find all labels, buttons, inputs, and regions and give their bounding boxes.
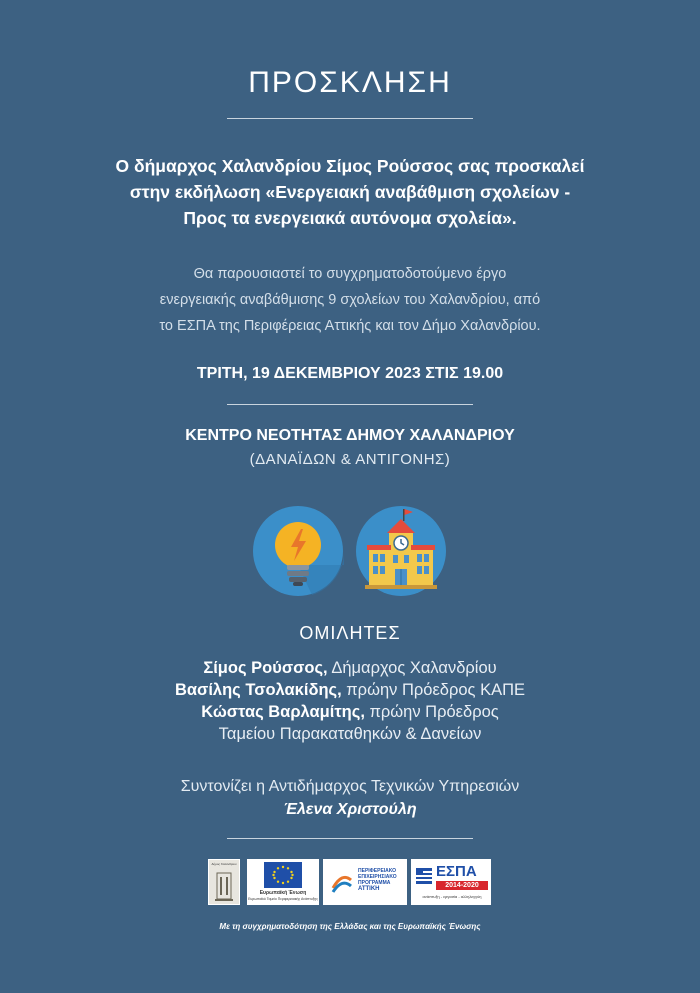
espa-title: ΕΣΠΑ xyxy=(436,863,477,880)
divider xyxy=(227,404,473,405)
intro-line: Ο δήμαρχος Χαλανδρίου Σίμος Ρούσσος σας προσκαλεί xyxy=(115,156,585,176)
speakers-heading: ΟΜΙΛΗΤΕΣ xyxy=(299,623,401,643)
intro-text xyxy=(60,153,640,231)
speaker-role: Δήμαρχος Χαλανδρίου xyxy=(327,659,497,677)
description-line: Θα παρουσιαστεί το συγχρηματοδοτούμενο έργο xyxy=(193,266,507,282)
description-line: το ΕΣΠΑ της Περιφέρειας Αττικής και τον Δήμο Χαλανδρίου. xyxy=(159,318,541,334)
coordinator-label: Συντονίζει η Αντιδήμαρχος Τεχνικών Υπηρεσιών xyxy=(180,778,520,795)
pep-attica-logo xyxy=(323,859,407,905)
speaker-row xyxy=(0,657,700,679)
eu-logo-label: Ευρωπαϊκή Ένωση xyxy=(259,890,307,896)
speaker-name: Σίμος Ρούσσος, xyxy=(203,659,328,677)
event-datetime: ΤΡΙΤΗ, 19 ΔΕΚΕΜΒΡΙΟΥ 2023 ΣΤΙΣ 19.00 xyxy=(196,365,504,382)
description-text xyxy=(70,261,630,339)
venue-name: ΚΕΝΤΡΟ ΝΕΟΤΗΤΑΣ ΔΗΜΟΥ ΧΑΛΑΝΔΡΙΟΥ xyxy=(185,427,515,444)
espa-motto: ανάπτυξη - εργασία - αλληλεγγύη xyxy=(422,894,482,899)
page-title: ΠΡΟΣΚΛΗΣΗ xyxy=(248,66,452,99)
pep-logo-line: ΕΠΙΧΕΙΡΗΣΙΑΚΟ xyxy=(358,874,397,880)
coordinator xyxy=(0,775,700,821)
divider xyxy=(227,118,473,119)
speaker-row xyxy=(0,679,700,701)
speaker-role-continued: Ταμείου Παρακαταθηκών & Δανείων xyxy=(218,725,482,743)
school-building-icon xyxy=(355,505,447,597)
lightbulb-icon xyxy=(252,505,344,597)
municipality-logo-label: Δήμος Χαλανδρίου xyxy=(211,862,237,866)
pep-logo-line: ΠΡΟΓΡΑΜΜΑ xyxy=(358,880,391,886)
coordinator-name: Έλενα Χριστούλη xyxy=(283,801,417,818)
speaker-role: πρώην Πρόεδρος xyxy=(364,703,499,721)
eu-logo-sublabel: Ευρωπαϊκό Ταμείο Περιφερειακής Ανάπτυξης xyxy=(248,897,318,901)
municipality-logo xyxy=(208,859,240,905)
speaker-name: Βασίλης Τσολακίδης, xyxy=(174,681,342,699)
speaker-role: πρώην Πρόεδρος ΚΑΠΕ xyxy=(341,681,526,699)
intro-line: στην εκδήλωση «Ενεργειακή αναβάθμιση σχολείων - xyxy=(129,182,571,202)
espa-logo xyxy=(411,859,491,905)
divider xyxy=(227,838,473,839)
speakers-list xyxy=(0,657,700,745)
funding-note: Με τη συγχρηματοδότηση της Ελλάδας και της Ευρωπαϊκής Ένωσης xyxy=(219,922,481,931)
pep-logo-line: ΠΕΡΙΦΕΡΕΙΑΚΟ xyxy=(358,868,397,874)
sponsor-logos xyxy=(0,859,700,907)
venue-address: (ΔΑΝΑΪΔΩΝ & ΑΝΤΙΓΟΝΗΣ) xyxy=(249,451,451,468)
pep-logo-line: ΑΤΤΙΚΗ xyxy=(358,886,380,892)
intro-line: Προς τα ενεργειακά αυτόνομα σχολεία». xyxy=(183,208,517,228)
speaker-row xyxy=(0,701,700,723)
espa-years: 2014-2020 xyxy=(436,881,488,890)
speaker-name: Κώστας Βαρλαμίτης, xyxy=(201,703,365,721)
eu-logo xyxy=(247,859,319,905)
description-line: ενεργειακής αναβάθμισης 9 σχολείων του Χαλανδρίου, από xyxy=(159,292,541,308)
